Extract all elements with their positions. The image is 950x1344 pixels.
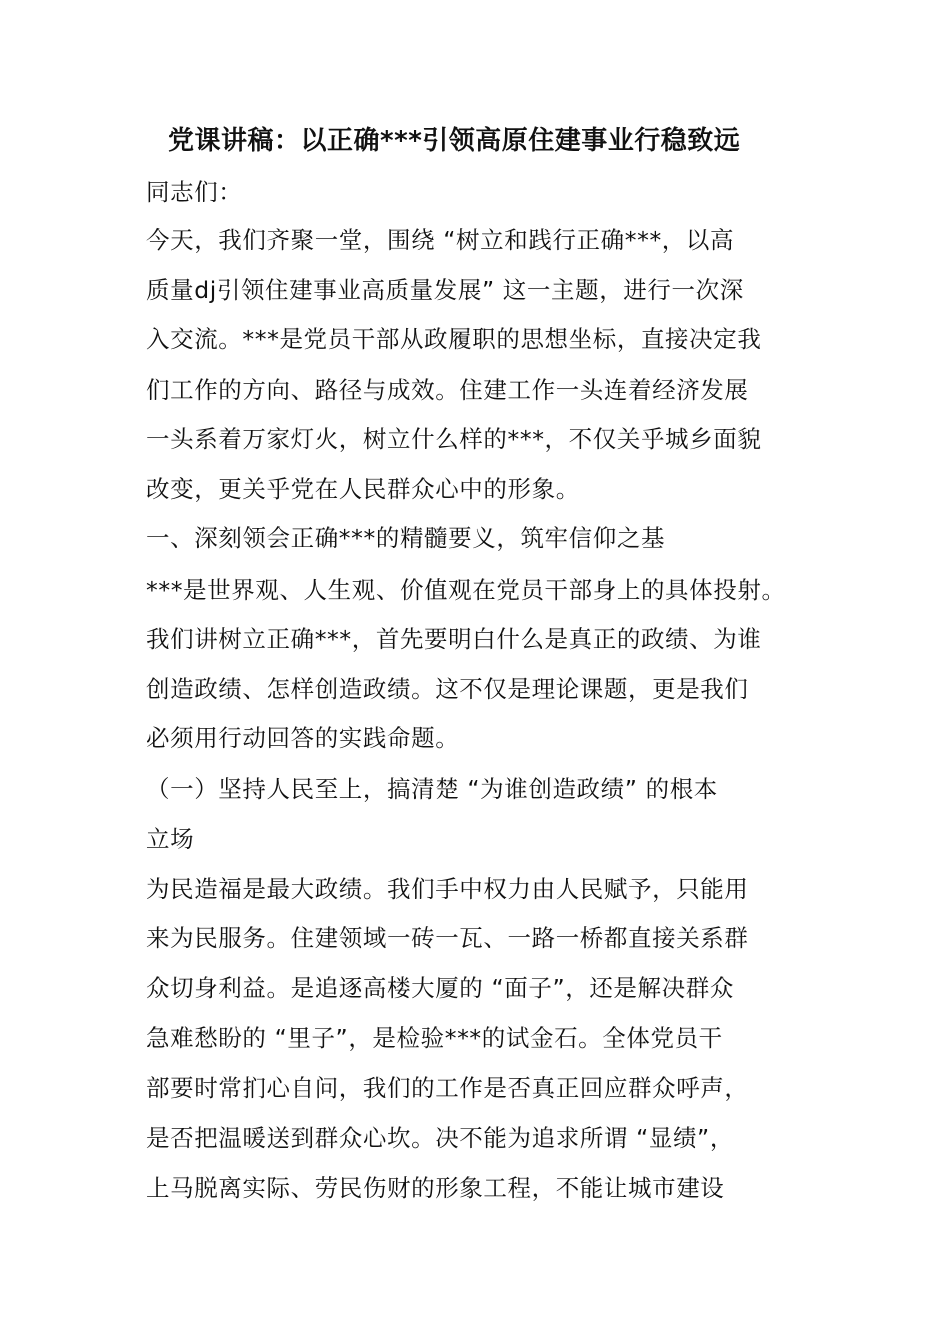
paragraph-line: 是否把温暖送到群众心坎。决不能为追求所谓 “显绩”， (146, 1124, 734, 1152)
paragraph-line: 创造政绩、怎样创造政绩。这不仅是理论课题，更是我们 (146, 675, 749, 703)
paragraph-line: 改变，更关乎党在人民群众心中的形象。 (146, 475, 580, 503)
paragraph-line: 急难愁盼的 “里子”，是检验***的试金石。全体党员干 (146, 1024, 723, 1052)
paragraph-line: 为民造福是最大政绩。我们手中权力由人民赋予，只能用 (146, 875, 749, 903)
paragraph-line: 们工作的方向、路径与成效。住建工作一头连着经济发展 (146, 376, 749, 404)
paragraph-line: 质量dj引领住建事业高质量发展” 这一主题，进行一次深 (146, 276, 744, 304)
paragraph-line: 众切身利益。是追逐高楼大厦的 “面子”，还是解决群众 (146, 974, 734, 1002)
paragraph-line: ***是世界观、人生观、价值观在党员干部身上的具体投射。 (146, 576, 786, 604)
subsection-heading: 立场 (146, 825, 195, 853)
paragraph-line: 入交流。***是党员干部从政履职的思想坐标，直接决定我 (146, 325, 762, 353)
paragraph-line: 来为民服务。住建领域一砖一瓦、一路一桥都直接关系群 (146, 924, 749, 952)
paragraph-line: 今天，我们齐聚一堂，围绕 “树立和践行正确***，以高 (146, 226, 735, 254)
paragraph-line: 必须用行动回答的实践命题。 (146, 724, 460, 752)
document-title: 党课讲稿：以正确***引领高原住建事业行稳致远 (168, 126, 741, 156)
paragraph-line: 部要时常扪心自问，我们的工作是否真正回应群众呼声， (146, 1074, 749, 1102)
paragraph-line: 一头系着万家灯火，树立什么样的***，不仅关乎城乡面貌 (146, 425, 762, 453)
subsection-heading: （一）坚持人民至上，搞清楚 “为谁创造政绩” 的根本 (146, 775, 718, 803)
section-heading: 一、深刻领会正确***的精髓要义，筑牢信仰之基 (146, 524, 666, 552)
paragraph-line: 我们讲树立正确***，首先要明白什么是真正的政绩、为谁 (146, 625, 762, 653)
salutation: 同志们： (146, 178, 243, 206)
paragraph-line: 上马脱离实际、劳民伤财的形象工程，不能让城市建设 (146, 1174, 725, 1202)
